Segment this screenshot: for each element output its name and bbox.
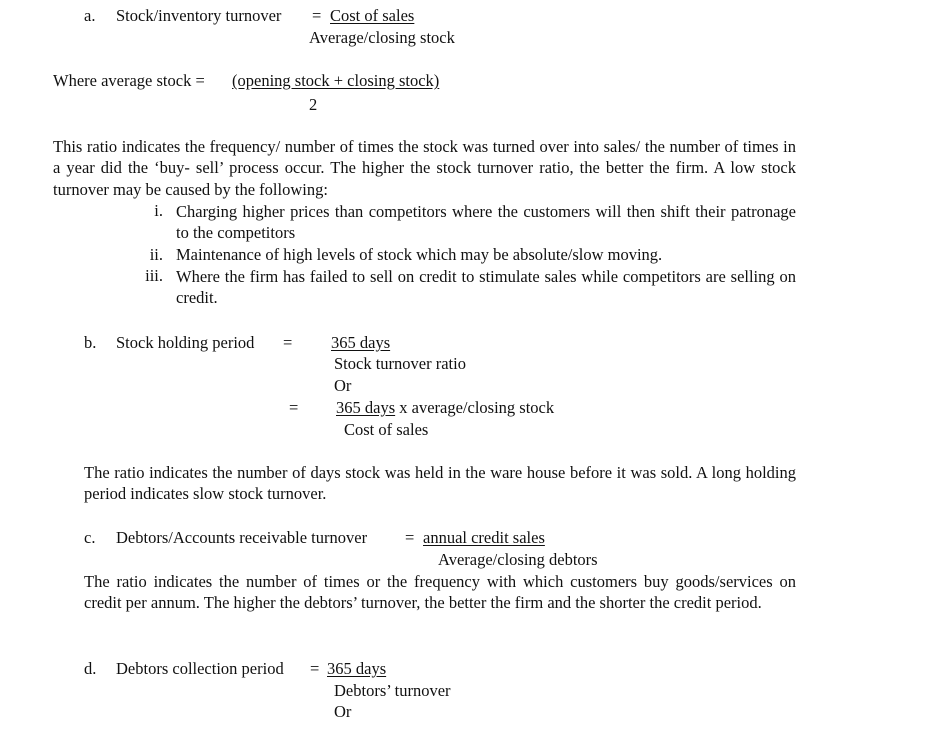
collection-period-label: Debtors collection period bbox=[116, 659, 284, 678]
equals-sign: = bbox=[283, 333, 293, 352]
average-stock-denominator: 2 bbox=[309, 95, 318, 114]
average-stock-label: Where average stock = bbox=[53, 71, 205, 90]
stock-holding-denominator: Stock turnover ratio bbox=[334, 354, 466, 373]
debtors-turnover-label: Debtors/Accounts receivable turnover bbox=[116, 528, 368, 547]
section-c-marker: c. bbox=[84, 528, 96, 547]
stock-turnover-paragraph: This ratio indicates the frequency/ number of times the stock was turned over into sales/ the number of times in a year did the ‘buy- sell’ process occur. The higher the stock turnover ratio, the better the firm. A low stock turnover may be caused by the following: bbox=[53, 137, 796, 199]
section-a-marker: a. bbox=[84, 6, 96, 25]
equals-sign: = bbox=[310, 659, 320, 678]
list-item-text: Maintenance of high levels of stock which may be absolute/slow moving. bbox=[176, 245, 663, 264]
equals-sign: = bbox=[289, 398, 299, 417]
section-d-marker: d. bbox=[84, 659, 97, 678]
list-marker: i. bbox=[154, 201, 163, 220]
stock-holding-label: Stock holding period bbox=[116, 333, 255, 352]
list-item-text: Charging higher prices than competitors where the customers will then shift their patronage to the competitors bbox=[176, 202, 796, 243]
alt-suffix: x average/closing stock bbox=[399, 398, 555, 417]
list-marker: iii. bbox=[145, 266, 163, 285]
stock-holding-alt-denominator: Cost of sales bbox=[344, 420, 429, 439]
stock-turnover-label: Stock/inventory turnover bbox=[116, 6, 282, 25]
list-marker: ii. bbox=[149, 245, 163, 264]
collection-period-numerator: 365 days bbox=[327, 659, 387, 678]
equals-sign: = bbox=[312, 6, 322, 25]
debtors-turnover-denominator: Average/closing debtors bbox=[438, 550, 598, 569]
collection-period-denominator: Debtors’ turnover bbox=[334, 681, 451, 700]
alt-numerator: 365 days bbox=[336, 398, 396, 417]
stock-holding-alt-formula bbox=[336, 398, 554, 418]
debtors-turnover-paragraph: The ratio indicates the number of times or the frequency with which customers buy goods/services on credit per annum. The higher the debtors’ turnover, the better the firm and the shorter the credit period. bbox=[84, 572, 796, 613]
or-label: Or bbox=[334, 376, 352, 395]
stock-turnover-numerator: Cost of sales bbox=[330, 6, 415, 25]
or-label: Or bbox=[334, 702, 352, 721]
stock-holding-numerator: 365 days bbox=[331, 333, 391, 352]
average-stock-numerator: (opening stock + closing stock) bbox=[232, 71, 440, 90]
list-item-text: Where the firm has failed to sell on credit to stimulate sales while competitors are selling on credit. bbox=[176, 267, 796, 308]
section-b-marker: b. bbox=[84, 333, 97, 352]
stock-turnover-denominator: Average/closing stock bbox=[309, 28, 455, 47]
debtors-turnover-numerator: annual credit sales bbox=[423, 528, 545, 547]
equals-sign: = bbox=[405, 528, 415, 547]
stock-holding-paragraph: The ratio indicates the number of days stock was held in the ware house before it was sold. A long holding period indicates slow stock turnover. bbox=[84, 463, 796, 504]
